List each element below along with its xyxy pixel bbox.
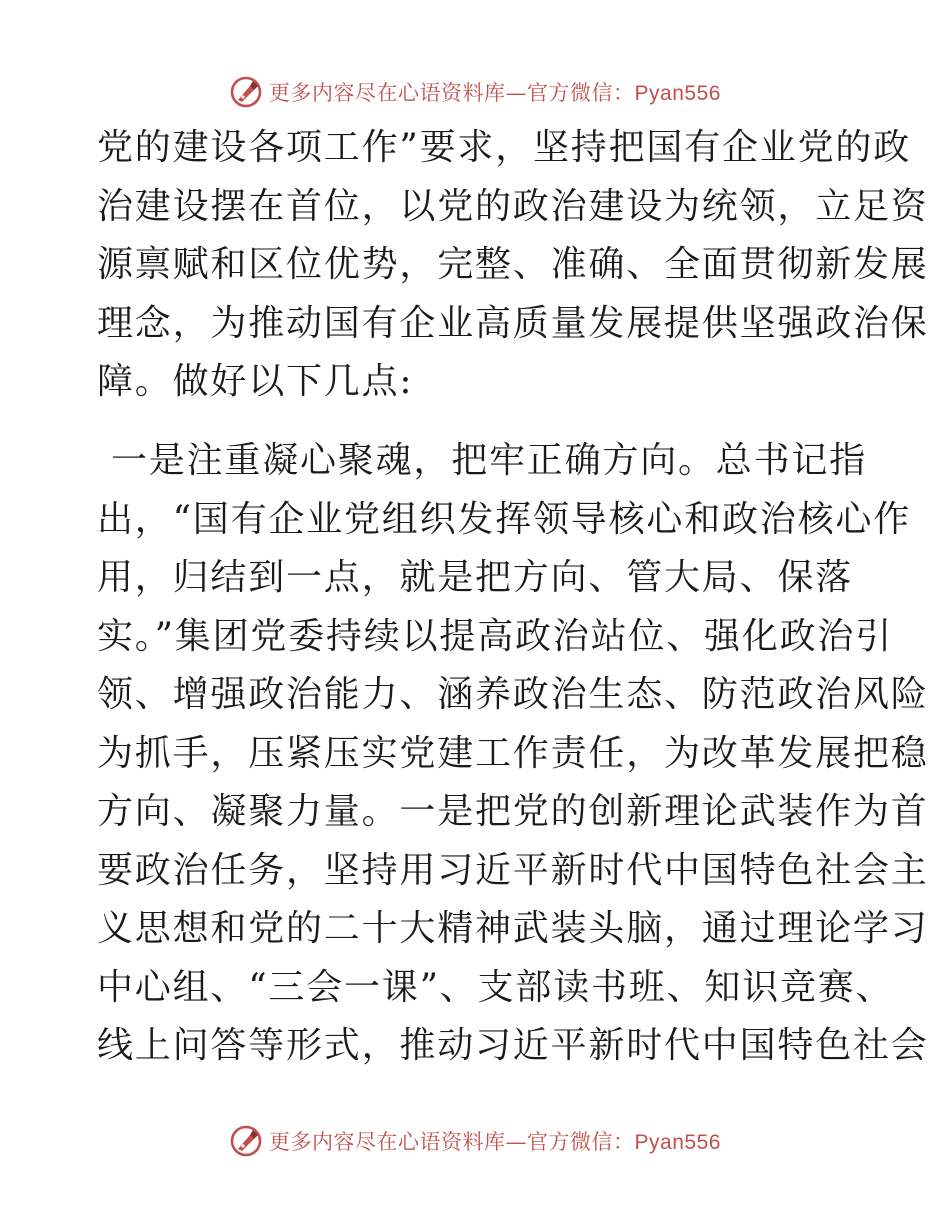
text-line: 中心组、“三会一课”、支部读书班、知识竞赛、 bbox=[97, 966, 894, 1008]
text-line: 用，归结到一点，就是把方向、管大局、保落 bbox=[97, 557, 854, 598]
watermark-text: 更多内容尽在心语资料库—官方微信：Pyan556 bbox=[269, 1130, 721, 1154]
text-line: 障。做好以下几点: bbox=[97, 361, 414, 402]
pen-nib-logo-icon bbox=[229, 1124, 263, 1158]
paragraph-1 bbox=[97, 119, 929, 412]
text-line: 线上问答等形式，推动习近平新时代中国特色社会 bbox=[97, 1025, 929, 1066]
text-line: 义思想和党的二十大精神武装头脑，通过理论学习 bbox=[97, 908, 929, 949]
text-line: 一是注重凝心聚魂，把牢正确方向。总书记指 bbox=[111, 440, 868, 481]
text-line: 要政治任务，坚持用习近平新时代中国特色社会主 bbox=[97, 849, 929, 891]
text-line: 出，“国有企业党组织发挥领导核心和政治核心作 bbox=[97, 498, 912, 540]
text-line: 党的建设各项工作”要求，坚持把国有企业党的政 bbox=[97, 127, 912, 168]
text-line: 实。”集团党委持续以提高政治站位、强化政治引 bbox=[97, 615, 894, 657]
text-line: 领、增强政治能力、涵养政治生态、防范政治风险 bbox=[97, 674, 929, 715]
watermark-text: 更多内容尽在心语资料库—官方微信：Pyan556 bbox=[269, 81, 721, 105]
watermark-wechat-id: Pyan556 bbox=[634, 82, 721, 105]
paragraph-2 bbox=[97, 432, 929, 1076]
text-line: 为抓手，压紧压实党建工作责任，为改革发展把稳 bbox=[97, 732, 929, 774]
watermark-wechat-id: Pyan556 bbox=[634, 1131, 721, 1154]
text-line: 源禀赋和区位优势，完整、准确、全面贯彻新发展 bbox=[97, 244, 929, 285]
text-line: 治建设摆在首位，以党的政治建设为统领，立足资 bbox=[97, 185, 929, 227]
text-line: 方向、凝聚力量。一是把党的创新理论武装作为首 bbox=[97, 791, 929, 832]
pen-nib-logo-icon bbox=[229, 75, 263, 109]
header-watermark bbox=[0, 74, 950, 110]
footer-watermark bbox=[0, 1123, 950, 1159]
text-line: 理念，为推动国有企业高质量发展提供坚强政治保 bbox=[97, 302, 929, 344]
